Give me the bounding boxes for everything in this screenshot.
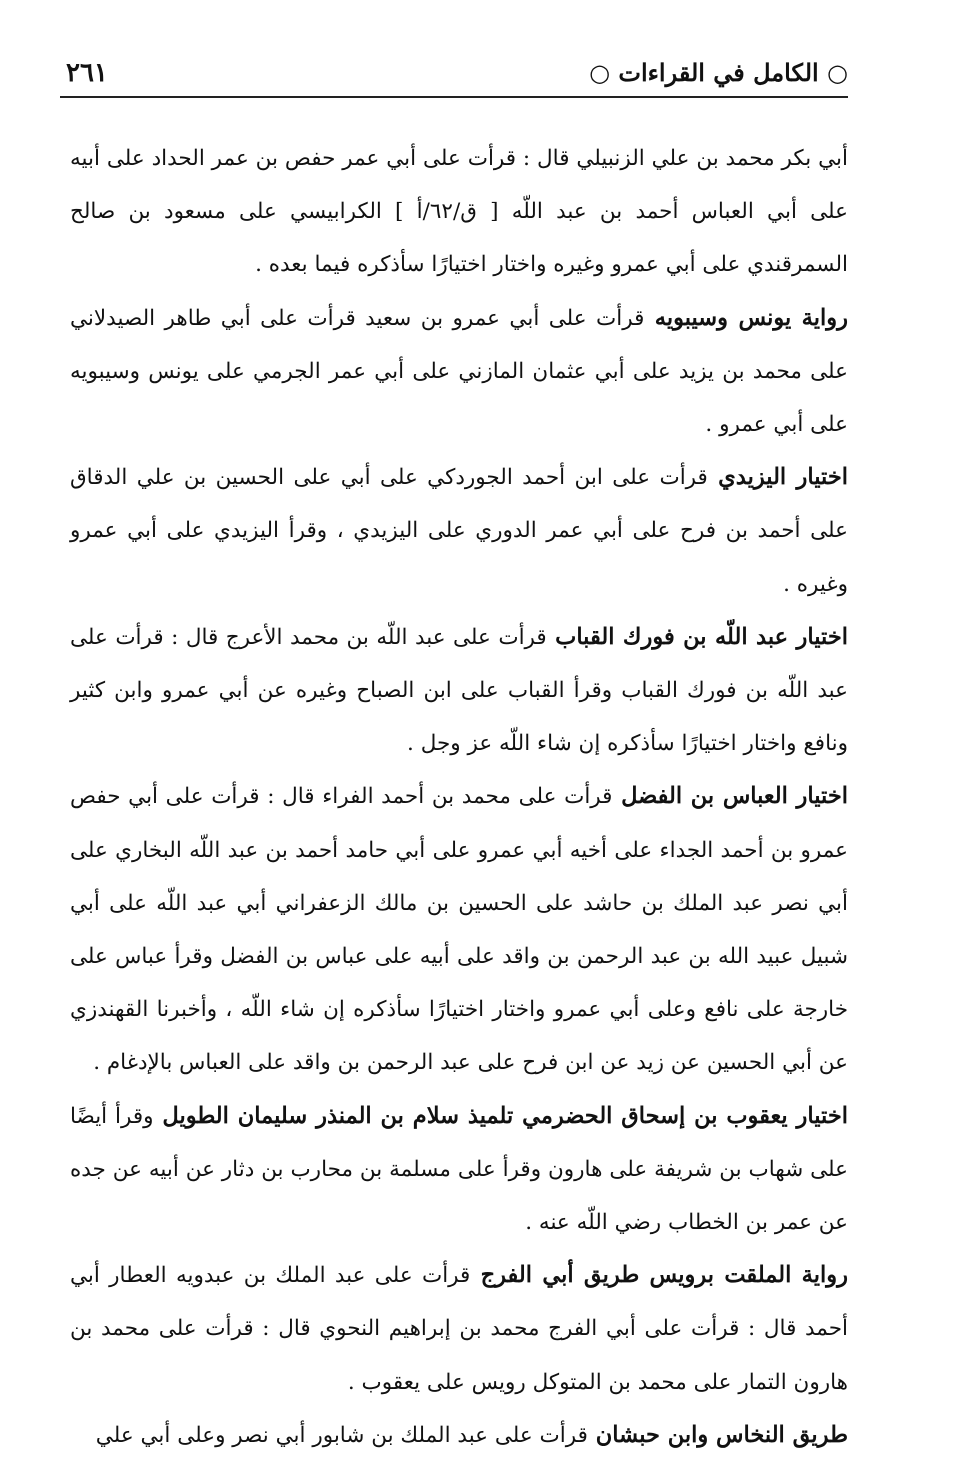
- paragraph-text: قرأت على عبد الملك بن عبدويه العطار أبي أحمد قال : قرأت على أبي الفرج محمد بن إبراهيم النحوي قال : قرأت على محمد بن هارون التمار على محمد بن المتوكل رويس على يعقوب .: [70, 1263, 848, 1395]
- running-title: ○ الكامل في القراءات ○: [589, 58, 848, 87]
- paragraph: [70, 292, 848, 452]
- paragraph-lead: اختيار يعقوب بن إسحاق الحضرمي تلميذ سلام بن المنذر سليمان الطويل: [153, 1102, 849, 1129]
- paragraph-text: قرأت على عبد الملك بن شابور أبي نصر وعلى أبي علي: [95, 1422, 588, 1448]
- paragraph: [70, 132, 848, 292]
- paragraph-text: قرأت على عبد اللّه بن محمد الأعرج قال : قرأت على عبد اللّه بن فورك القباب وقرأ القباب على ابن الصباح وغيره عن أبي عمرو وابن كثير ونافع واختار اختيارًا سأذكره إن شاء اللّه عز وجل .: [70, 624, 848, 757]
- paragraph-text: أبي بكر محمد بن علي الزنبيلي قال : قرأت على أبي عمر حفص بن عمر الحداد على أبيه على أبي العباس أحمد بن عبد اللّه [ ق/٦٢/أ ] الكرابيسي على مسعود بن صالح السمرقندي على أبي عمرو وغيره واختار اختيارًا سأذكره فيما بعده .: [70, 146, 848, 278]
- paragraph-text: قرأت على محمد بن أحمد الفراء قال : قرأت على أبي حفص عمرو بن أحمد الجداء على أخيه أبي عمرو على أبي حامد أحمد بن عبد اللّه البخاري على أبي نصر عبد الملك بن حاشد على الحسين بن مالك الزعفراني أبي عبد اللّه على أبي شبيل عبيد الله بن عبد الرحمن بن واقد على أبيه على عباس بن الفضل وقرأ عباس على خارجة على نافع وعلى أبي عمرو واختار اختيارًا سأذكره إن شاء اللّه ، وأخبرنا القهندزي عن أبي الحسين عن زيد عن ابن فرح على عبد الرحمن بن واقد على العباس بالإدغام .: [70, 784, 848, 1076]
- header-divider: [60, 96, 848, 98]
- paragraph: [70, 451, 848, 611]
- paragraph-text: قرأت على ابن أحمد الجوردكي على أبي على الحسين بن علي الدقاق على أحمد بن فرح على أبي عمر الدوري على اليزيدي ، وقرأ اليزيدي على أبي عمرو وغيره .: [70, 465, 848, 597]
- paragraph-lead: طريق النخاس وابن حبشان: [587, 1421, 848, 1448]
- paragraph: [70, 770, 848, 1089]
- paragraph: [70, 1409, 848, 1462]
- main-text: [70, 132, 848, 1462]
- paragraph-text: وقرأ أيضًا على شهاب بن شريفة على هارون وقرأ على مسلمة بن محارب بن دثار عن أبيه عن جده عن عمر بن الخطاب رضي اللّه عنه .: [70, 1103, 848, 1236]
- page-header: [60, 58, 848, 98]
- paragraph: [70, 1249, 848, 1409]
- paragraph-lead: رواية يونس وسيبويه: [644, 304, 848, 331]
- paragraph-text: قرأت على أبي عمرو بن سعيد قرأت على أبي طاهر الصيدلاني على محمد بن يزيد على أبي عثمان المازني على أبي عمر الجرمي على يونس وسيبويه على أبي عمرو .: [70, 305, 848, 438]
- paragraph-lead: اختيار عبد اللّه بن فورك القباب: [546, 623, 848, 650]
- paragraph: [70, 611, 848, 771]
- page-number: ٢٦١: [66, 58, 108, 88]
- paragraph-lead: اختيار العباس بن الفضل: [612, 783, 849, 810]
- paragraph-lead: اختيار اليزيدي: [707, 464, 849, 491]
- paragraph-lead: رواية الملقت برويس طريق أبي الفرج: [470, 1262, 848, 1289]
- paragraph: [70, 1090, 848, 1250]
